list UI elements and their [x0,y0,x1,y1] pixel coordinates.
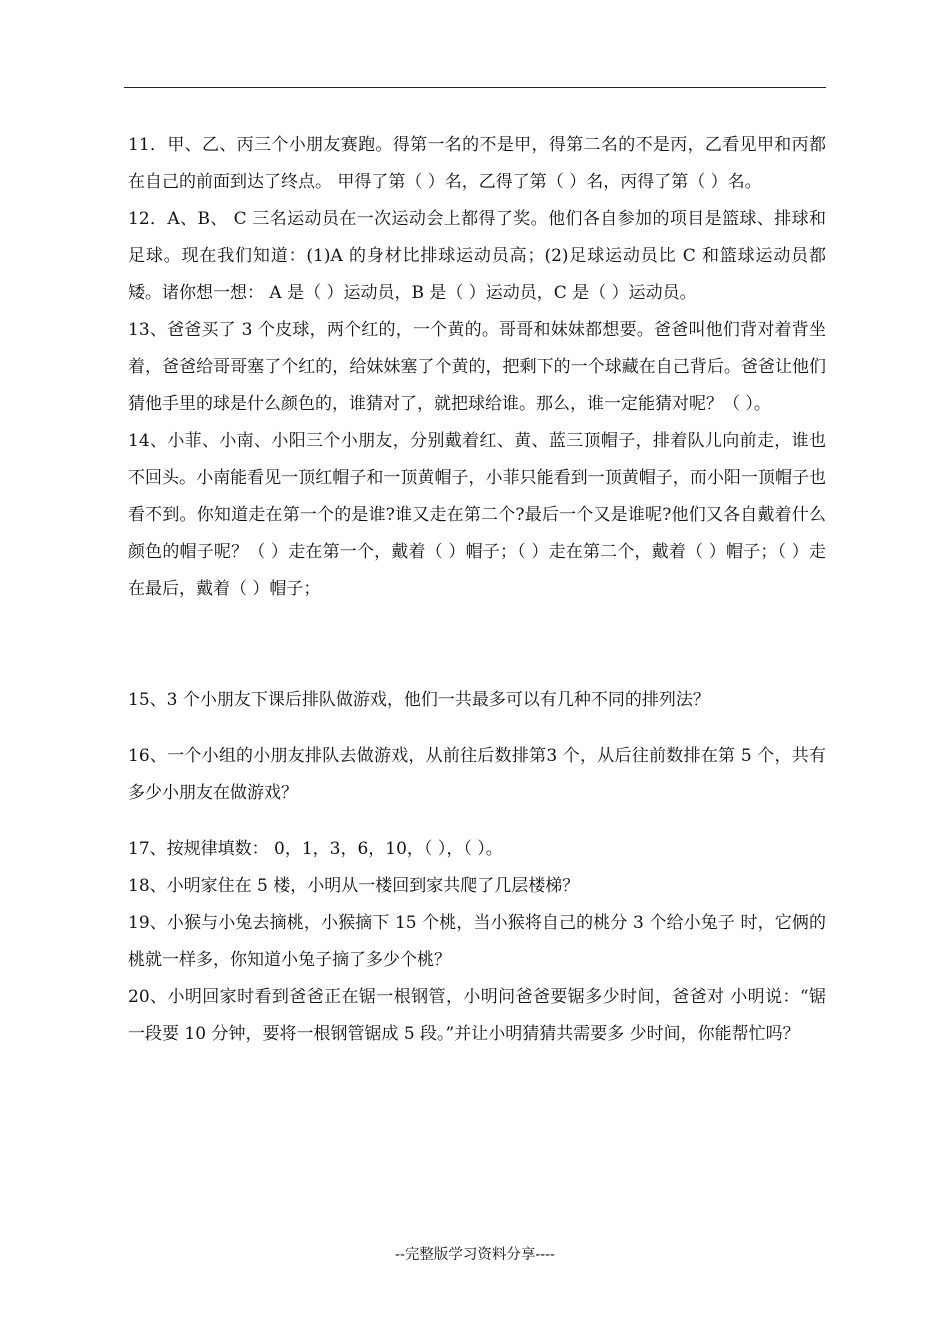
question-19: 19、小猴与小兔去摘桃，小猴摘下 15 个桃，当小猴将自己的桃分 3 个给小兔子 时，它俩的桃就一样多，你知道小兔子摘了多少个桃？ [128,913,826,970]
spacer [128,608,826,682]
header-rule [124,87,826,88]
spacer [128,812,826,831]
question-13: 13、爸爸买了 3 个皮球，两个红的，一个黄的。哥哥和妹妹都想要。爸爸叫他们背对着背坐着，爸爸给哥哥塞了个红的，给妹妹塞了个黄的，把剩下的一个球藏在自己背后。爸爸让他们猜他手里的球是什么颜色的，谁猜对了，就把球给谁。那么，谁一定能猜对呢？（ ）。 [128,320,826,414]
question-20: 20、小明回家时看到爸爸正在锯一根钢管，小明问爸爸要锯多少时间，爸爸对 小明说：“锯一段要 10 分钟，要将一根钢管锯成 5 段。”并让小明猜猜共需要多 少时间，你能帮忙吗？ [128,987,826,1044]
page-footer: --完整版学习资料分享---- [395,1247,555,1263]
question-list [128,127,826,1053]
question-12: 12．A、B、 C 三名运动员在一次运动会上都得了奖。他们各自参加的项目是篮球、排球和足球。现在我们知道：(1)A 的身材比排球运动员高；(2)足球运动员比 C 和篮球运动员都矮。诸你想一想： A 是（ ）运动员，B 是（ ）运动员，C 是（ ）运动员。 [128,209,826,303]
question-18: 18、小明家住在 5 楼，小明从一楼回到家共爬了几层楼梯？ [128,876,580,896]
question-11: 11．甲、乙、丙三个小朋友赛跑。得第一名的不是甲，得第二名的不是丙，乙看见甲和丙都在自己的前面到达了终点。 甲得了第（ ）名，乙得了第（ ）名，丙得了第（ ）名。 [128,135,826,192]
question-16: 16、一个小组的小朋友排队去做游戏，从前往后数排第3 个，从后往前数排在第 5 个，共有多少小朋友在做游戏？ [128,746,826,803]
spacer [128,719,826,738]
question-14: 14、小菲、小南、小阳三个小朋友，分别戴着红、黄、蓝三顶帽子，排着队儿向前走，谁也不回头。小南能看见一顶红帽子和一顶黄帽子，小菲只能看到一顶黄帽子，而小阳一顶帽子也看不到。你知道走在第一个的是谁?谁又走在第二个?最后一个又是谁呢?他们又各自戴着什么颜色的帽子呢？（ ）走在第一个，戴着（ ）帽子；（ ）走在第二个，戴着（ ）帽子；（ ）走在最后，戴着（ ）帽子； [128,431,826,599]
question-17: 17、按规律填数： 0，1，3，6，10，（ ），（ ）。 [128,839,503,859]
question-15: 15、3 个小朋友下课后排队做游戏，他们一共最多可以有几种不同的排列法？ [128,690,710,710]
